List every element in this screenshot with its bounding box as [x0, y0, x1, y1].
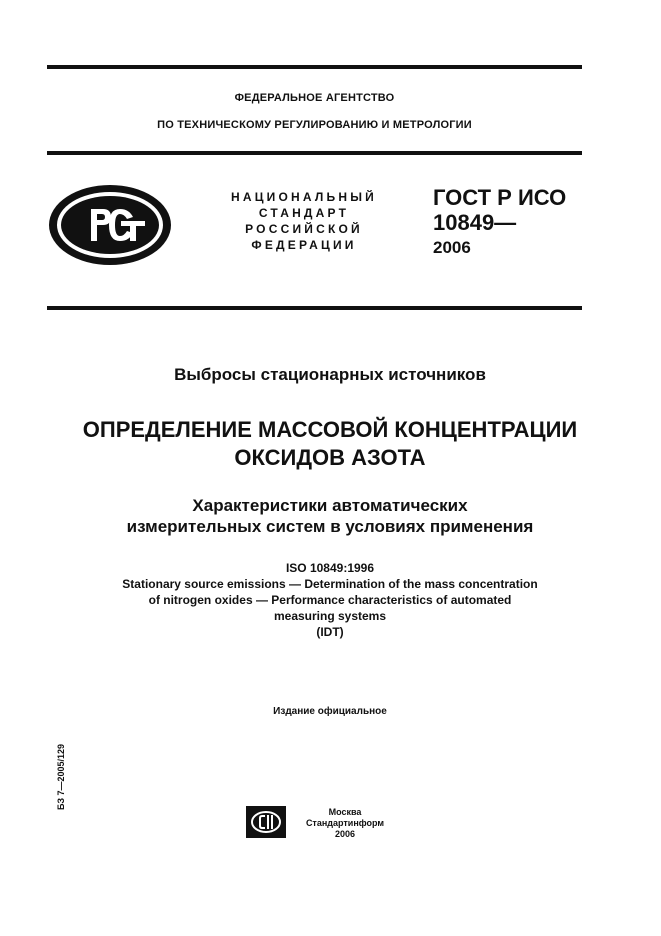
subtitle-line2: измерительных систем в условиях применения	[126, 517, 534, 536]
iso-reference	[30, 560, 630, 640]
national-standard-line3: РОССИЙСКОЙ	[245, 222, 363, 236]
subtitle-line1: Характеристики автоматических	[192, 496, 468, 515]
publisher-info	[300, 807, 390, 840]
main-title-line2: ОКСИДОВ АЗОТА	[234, 445, 426, 470]
main-title-line1: ОПРЕДЕЛЕНИЕ МАССОВОЙ КОНЦЕНТРАЦИИ	[82, 417, 578, 442]
publisher-name: Стандартинформ	[305, 818, 385, 828]
publisher-year: 2006	[334, 829, 356, 839]
middle-rule	[47, 151, 582, 155]
lower-rule	[47, 306, 582, 310]
designation-line2: 10849—	[433, 210, 517, 235]
document-main-title	[30, 416, 630, 472]
iso-number: ISO 10849:1996	[285, 561, 375, 575]
national-standard-line1: НАЦИОНАЛЬНЫЙ	[230, 190, 378, 204]
top-rule	[47, 65, 582, 69]
iso-title-line3: measuring systems	[273, 609, 387, 623]
national-standard-label	[205, 189, 403, 253]
national-standard-line2: СТАНДАРТ	[258, 206, 350, 220]
publisher-city: Москва	[328, 807, 362, 817]
designation-year: 2006	[433, 238, 471, 257]
iso-equivalence: (IDT)	[316, 625, 344, 639]
edition-label: Издание официальное	[273, 706, 387, 717]
iso-title-line1: Stationary source emissions — Determination of the mass concentration	[122, 577, 538, 591]
designation-line1: ГОСТ Р ИСО	[433, 185, 567, 210]
side-code: БЗ 7—2005/129	[56, 743, 66, 810]
document-subtitle	[30, 495, 630, 537]
agency-name-line2: ПО ТЕХНИЧЕСКОМУ РЕГУЛИРОВАНИЮ И МЕТРОЛОГИИ	[157, 119, 472, 131]
agency-name-line1: ФЕДЕРАЛЬНОЕ АГЕНТСТВО	[234, 92, 395, 104]
standard-designation	[433, 185, 566, 235]
rst-emblem-logo	[47, 183, 173, 267]
iso-title-line2: of nitrogen oxides — Performance characteristics of automated	[148, 593, 512, 607]
document-subject: Выбросы стационарных источников	[174, 365, 486, 384]
national-standard-line4: ФЕДЕРАЦИИ	[251, 238, 357, 252]
standartinform-logo	[246, 806, 286, 838]
